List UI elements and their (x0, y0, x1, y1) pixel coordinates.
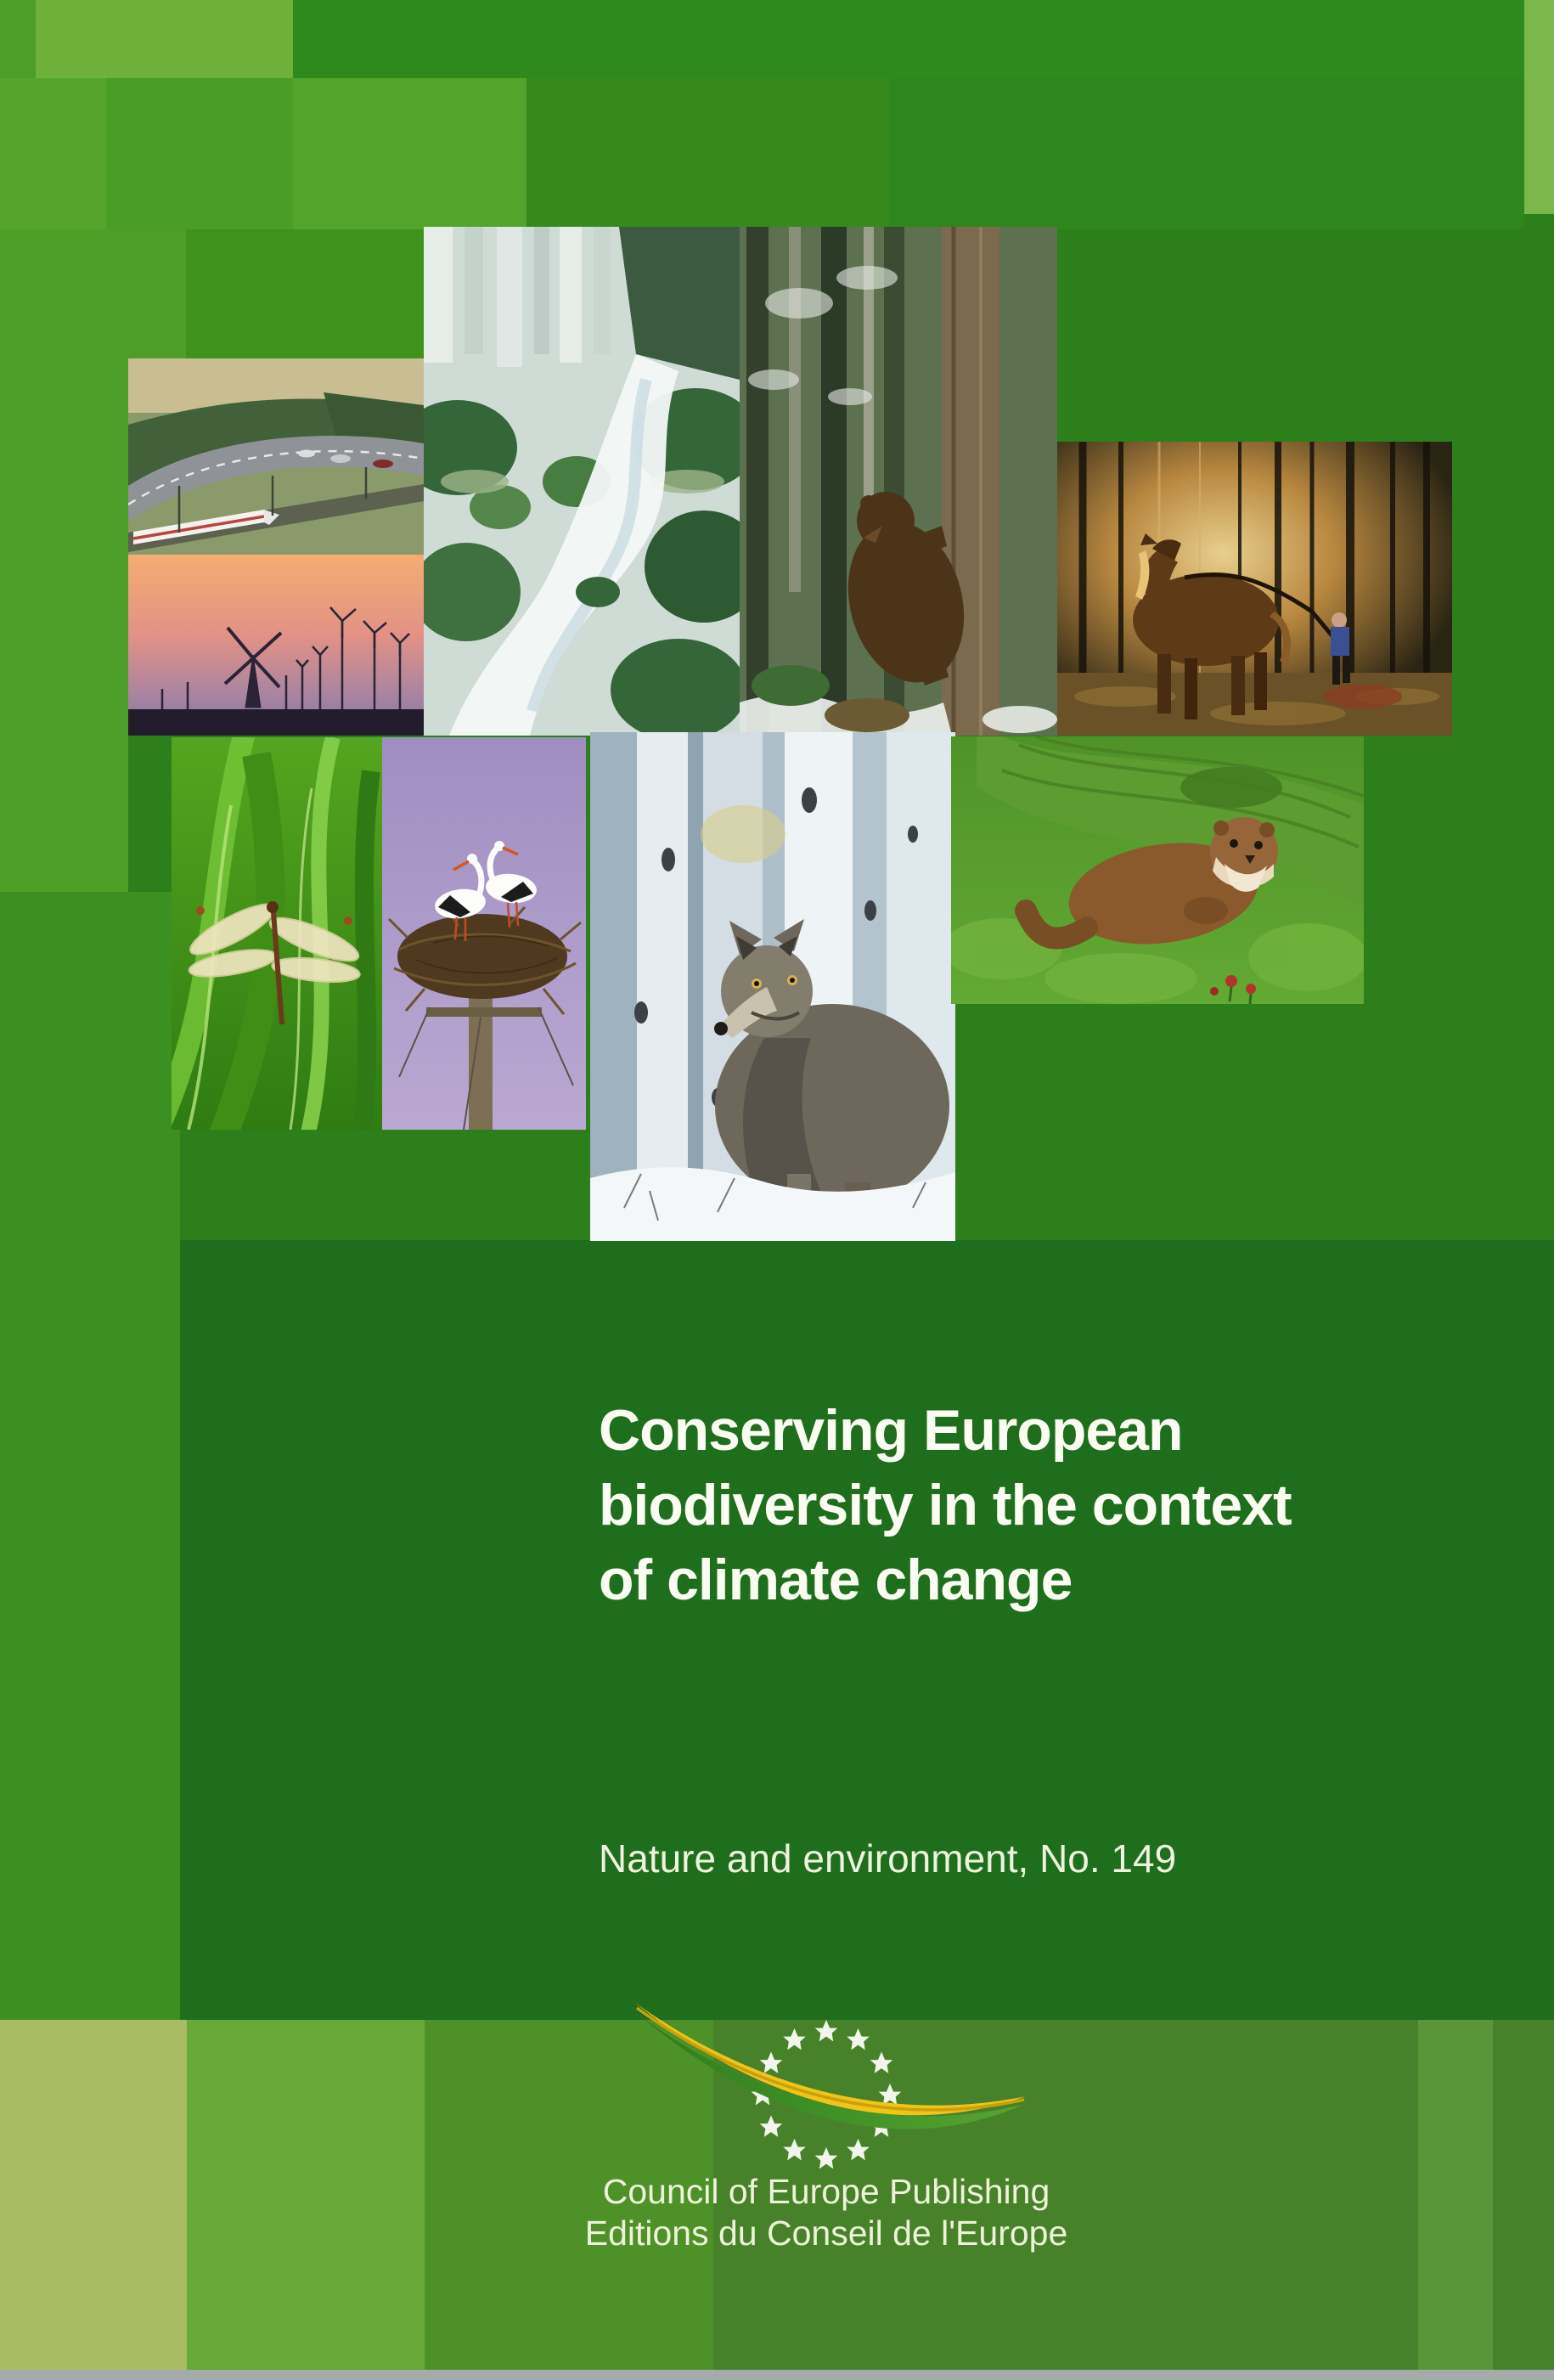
bg-block (0, 229, 186, 358)
swoosh-ribbon (635, 2003, 1026, 2129)
bg-block (0, 892, 180, 2020)
title-line-1: Conserving European (599, 1398, 1183, 1463)
bg-block (0, 358, 128, 892)
book-title (599, 1393, 1499, 1617)
publisher-line-en: Council of Europe Publishing (602, 2172, 1050, 2211)
publisher-block (402, 2171, 1251, 2254)
bg-block (293, 0, 1524, 78)
frozen-stream-photo (424, 227, 740, 736)
bg-block (187, 2020, 425, 2370)
publisher-line-fr: Editions du Conseil de l'Europe (584, 2214, 1068, 2253)
council-of-europe-logo (594, 1988, 1070, 2183)
bg-block (889, 78, 1524, 229)
bg-block (0, 1240, 1554, 2020)
storks-nest-photo (382, 737, 586, 1130)
bg-block (1524, 0, 1554, 214)
bg-block (526, 78, 889, 229)
bg-block (293, 78, 526, 229)
otter-photo (951, 736, 1364, 1004)
dragonfly-photo (172, 737, 382, 1130)
series-label: Nature and environment, No. 149 (599, 1836, 1177, 1881)
wolf-photo (590, 732, 955, 1241)
motorway-train-photo (128, 358, 424, 555)
bg-block (0, 0, 36, 78)
eu-stars-swoosh-icon (594, 1988, 1070, 2183)
bg-block (1418, 2020, 1493, 2370)
bg-block (186, 229, 424, 358)
title-line-2: biodiversity in the context (599, 1473, 1292, 1537)
title-line-3: of climate change (599, 1548, 1073, 1612)
page-edge-strip (0, 2370, 1554, 2380)
brown-bear-photo (740, 227, 1057, 736)
bg-block (0, 2020, 187, 2370)
wind-turbines-sunset-photo (128, 555, 424, 736)
bg-block (0, 78, 106, 229)
bg-block (106, 78, 293, 229)
horse-logging-photo (1057, 442, 1452, 736)
bg-block (36, 0, 293, 78)
